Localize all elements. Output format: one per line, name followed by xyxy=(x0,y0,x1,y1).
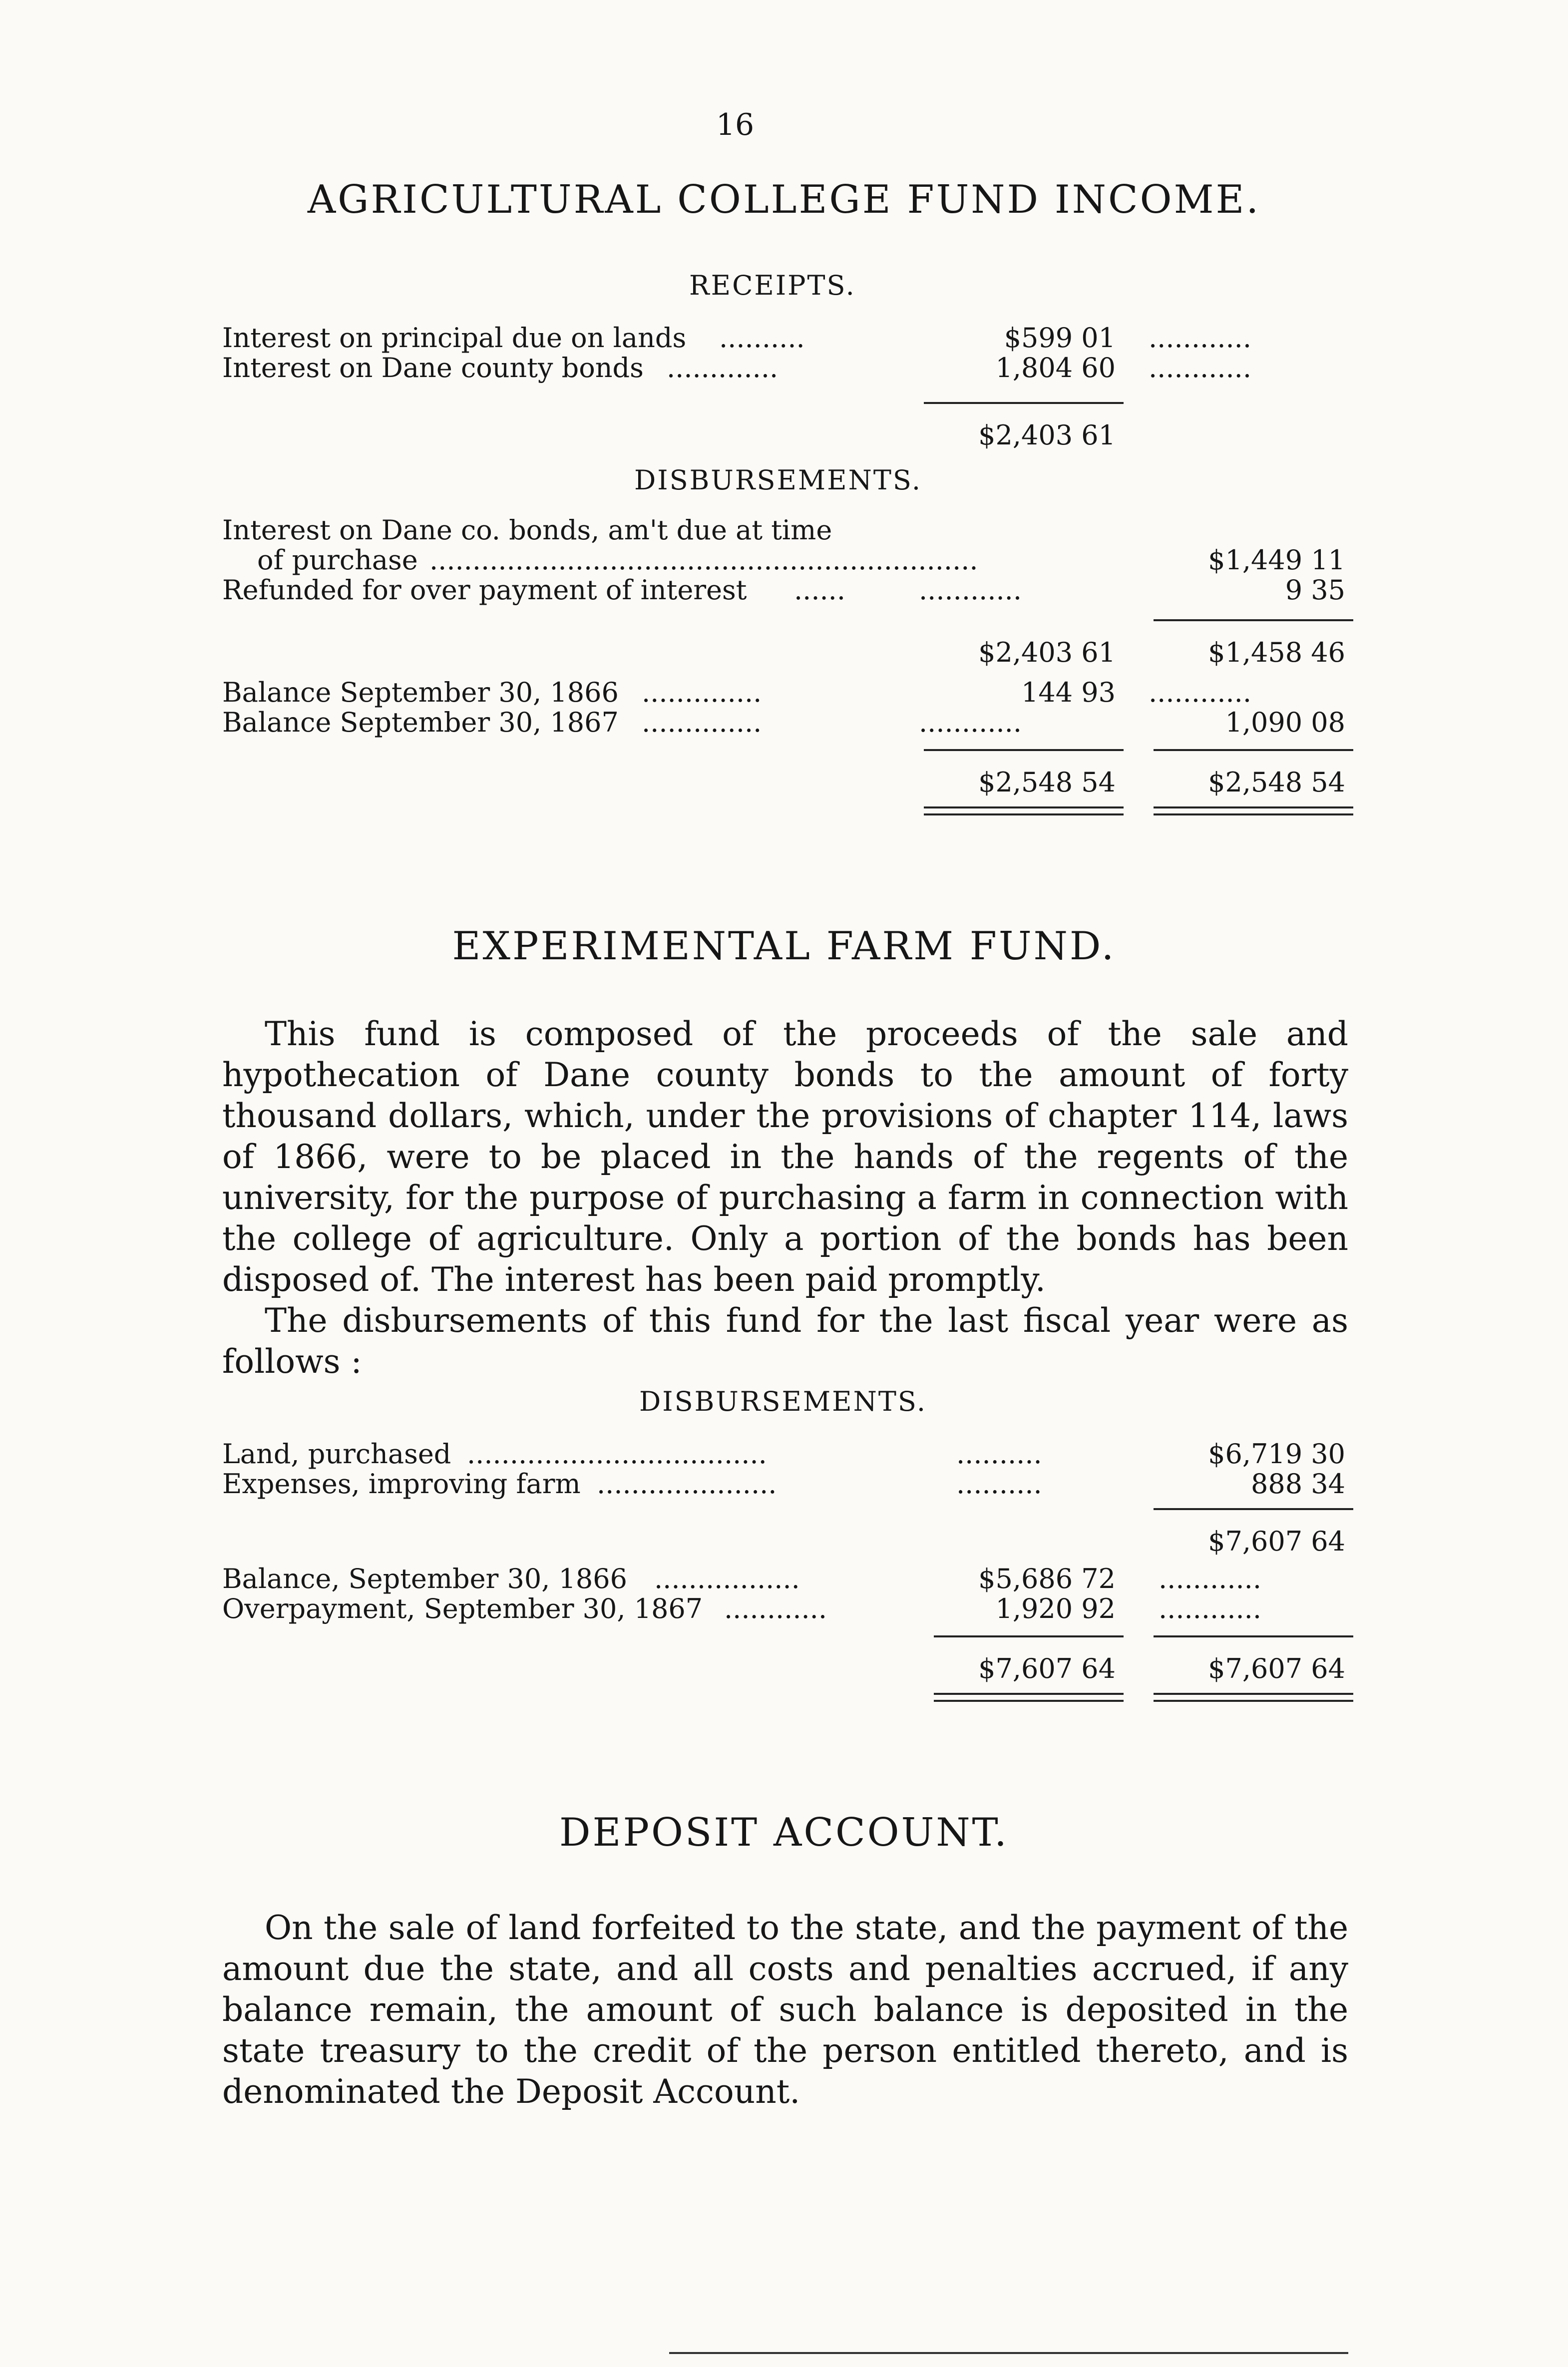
rule xyxy=(924,402,1124,404)
leader-dots: ............. xyxy=(667,352,779,384)
row-label: Interest on Dane county bonds xyxy=(222,352,644,384)
rule xyxy=(1154,619,1353,621)
leader-dots: ...... xyxy=(794,574,845,606)
leader-dots: ............ xyxy=(1149,322,1251,354)
ledger-row xyxy=(0,1526,1470,1561)
rule xyxy=(924,749,1124,751)
row-label: Interest on Dane co. bonds, am't due at time xyxy=(222,514,832,546)
amount-col1: 1,920 92 xyxy=(995,1593,1116,1624)
row-label: Interest on principal due on lands xyxy=(222,322,687,354)
leader-dots: .......... xyxy=(956,1468,1042,1500)
subtotal-col2: $7,607 64 xyxy=(1208,1526,1345,1557)
ledger-row xyxy=(0,1593,1470,1628)
amount-col2: $6,719 30 xyxy=(1208,1438,1345,1470)
subtotal-col1: $2,403 61 xyxy=(978,637,1116,668)
ledger-row xyxy=(0,767,1470,801)
amount-col2: $1,449 11 xyxy=(1208,544,1345,576)
amount-col1: 1,804 60 xyxy=(995,352,1116,384)
row-label: Land, purchased xyxy=(222,1438,451,1470)
row-label: Refunded for over payment of interest xyxy=(222,574,747,606)
row-label: Balance, September 30, 1866 xyxy=(222,1563,628,1594)
ledger-row xyxy=(0,707,1470,742)
row-label: of purchase xyxy=(257,544,418,576)
amount-col1: 144 93 xyxy=(1021,677,1116,708)
total-col1: $7,607 64 xyxy=(978,1653,1116,1684)
double-rule xyxy=(934,1693,1124,1702)
leader-dots: ............ xyxy=(1149,352,1251,384)
leader-dots: .............. xyxy=(642,707,762,738)
leader-dots: ............ xyxy=(1159,1593,1261,1624)
double-rule xyxy=(1154,806,1353,815)
amount-col2: 888 34 xyxy=(1251,1468,1345,1500)
amount-col1: $5,686 72 xyxy=(978,1563,1116,1594)
ledger-row xyxy=(0,1653,1470,1688)
ledger-row xyxy=(0,1468,1470,1503)
amount-col1: $599 01 xyxy=(1004,322,1116,354)
row-label: Expenses, improving farm xyxy=(222,1468,581,1500)
leader-dots: ............ xyxy=(919,707,1022,738)
leader-dots: ................................................................ xyxy=(429,544,978,576)
disbursements-heading: DISBURSEMENTS. xyxy=(634,464,922,496)
row-label: Balance September 30, 1867 xyxy=(222,707,619,738)
paragraph-farm-fund: This fund is composed of the proceeds of the sale and hypothecation of Dane county bonds to the amount of forty thousand dollars, which, under the provisions of chapter 114, laws of 1866, were to be placed in the hands of the regents of the university, for the purpose of purchasing a farm in connection with the college of agriculture. Only a portion of the bonds has been disposed of. The interest has been paid promptly. xyxy=(222,1015,1348,1299)
subtotal-col2: $1,458 46 xyxy=(1208,637,1345,668)
double-rule xyxy=(1154,1693,1353,1702)
total-col2: $7,607 64 xyxy=(1208,1653,1345,1684)
row-label: Overpayment, September 30, 1867 xyxy=(222,1593,703,1624)
amount-col2: 9 35 xyxy=(1285,574,1345,606)
rule xyxy=(1154,1508,1353,1510)
leader-dots: ............ xyxy=(1159,1563,1261,1594)
leader-dots: .............. xyxy=(642,677,762,708)
leader-dots: .......... xyxy=(956,1438,1042,1470)
footer-rule xyxy=(669,2352,1348,2354)
disbursements-heading: DISBURSEMENTS. xyxy=(639,1386,927,1417)
total-col1: $2,548 54 xyxy=(978,767,1116,798)
leader-dots: ................. xyxy=(654,1563,800,1594)
leader-dots: ..................... xyxy=(597,1468,777,1500)
page-number: 16 xyxy=(716,107,755,142)
ledger-row xyxy=(0,574,1470,609)
leader-dots: .......... xyxy=(719,322,805,354)
ledger-row xyxy=(0,637,1470,672)
paragraph-deposit-account: On the sale of land forfeited to the state, and the payment of the amount due the state, and all costs and penalties accrued, if any balance remain, the amount of such balance is deposited in the state treasury to the credit of the person entitled thereto, and is denominated the Deposit Account. xyxy=(222,1909,1348,2111)
leader-dots: ................................... xyxy=(467,1438,767,1470)
rule xyxy=(1154,1635,1353,1637)
receipts-heading: RECEIPTS. xyxy=(689,270,856,301)
total-col2: $2,548 54 xyxy=(1208,767,1345,798)
ledger-row xyxy=(0,352,1470,387)
ledger-row xyxy=(0,419,1470,454)
receipts-total: $2,403 61 xyxy=(978,419,1116,451)
leader-dots: ............ xyxy=(1149,677,1251,708)
leader-dots: ............ xyxy=(724,1593,827,1624)
rule xyxy=(1154,749,1353,751)
amount-col2: 1,090 08 xyxy=(1225,707,1345,738)
section-title-experimental-farm-fund: EXPERIMENTAL FARM FUND. xyxy=(452,924,1116,969)
leader-dots: ............ xyxy=(919,574,1022,606)
row-label: Balance September 30, 1866 xyxy=(222,677,619,708)
section-title-deposit-account: DEPOSIT ACCOUNT. xyxy=(559,1810,1009,1855)
rule xyxy=(934,1635,1124,1637)
section-title-agricultural-college-fund: AGRICULTURAL COLLEGE FUND INCOME. xyxy=(307,177,1261,222)
double-rule xyxy=(924,806,1124,815)
paragraph-disbursements-intro: The disbursements of this fund for the last fiscal year were as follows : xyxy=(222,1301,1348,1381)
